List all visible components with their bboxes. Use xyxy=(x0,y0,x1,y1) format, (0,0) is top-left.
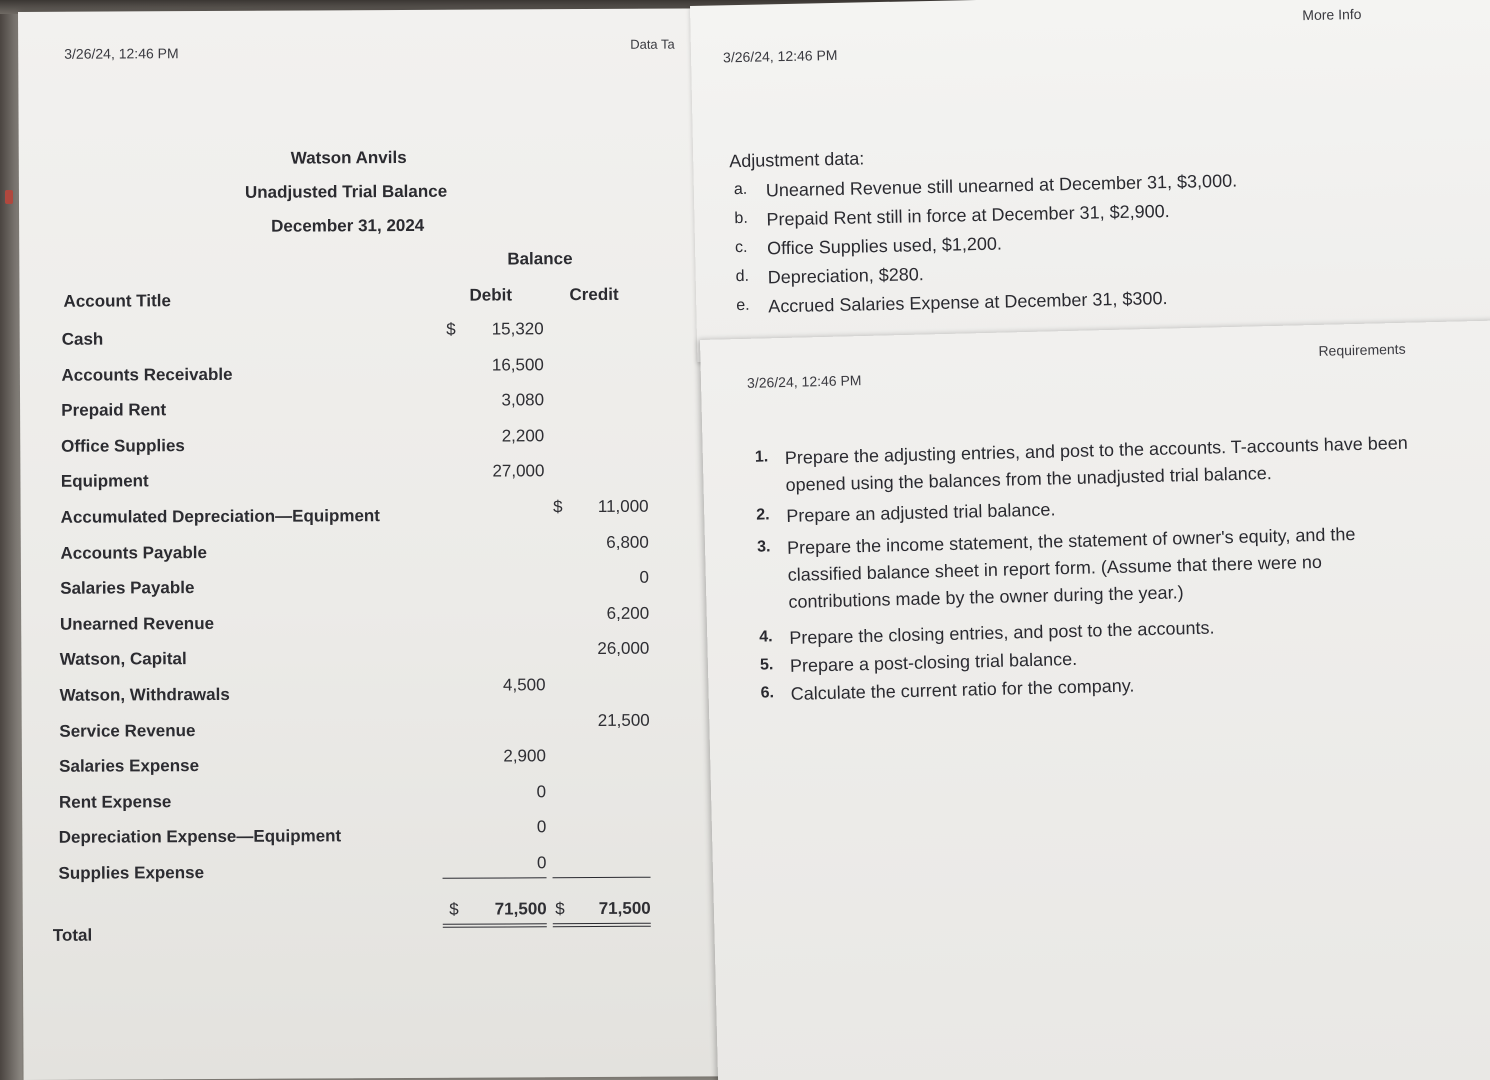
requirement-line: Calculate the current ratio for the company. xyxy=(790,675,1135,704)
requirement-line: opened using the balances from the unadjusted trial balance. xyxy=(785,463,1273,495)
requirements-timestamp: 3/26/24, 12:46 PM xyxy=(746,372,862,391)
adjustment-text: Office Supplies used, $1,200. xyxy=(766,233,1003,259)
balance-label: Balance xyxy=(507,249,573,269)
debit-amount: 15,320 xyxy=(491,319,544,339)
credit-amount: 6,800 xyxy=(606,532,649,552)
debit-amount: 2,200 xyxy=(501,426,545,446)
requirement-line: contributions made by the owner during the year.) xyxy=(788,582,1184,612)
account-title: Salaries Expense xyxy=(59,756,200,776)
account-title: Accounts Receivable xyxy=(61,364,233,385)
account-title: Office Supplies xyxy=(61,435,185,456)
requirement-number: 6. xyxy=(760,684,775,702)
requirement-line: Prepare the closing entries, and post to the accounts. xyxy=(789,617,1215,648)
account-title: Equipment xyxy=(60,471,149,492)
account-title: Accounts Payable xyxy=(60,542,207,563)
adjustment-timestamp: 3/26/24, 12:46 PM xyxy=(722,46,838,66)
credit-amount: 0 xyxy=(639,567,650,587)
requirement-number: 4. xyxy=(759,628,773,646)
trial-balance-page xyxy=(18,8,742,1080)
requirement-line: Prepare an adjusted trial balance. xyxy=(786,499,1056,526)
account-title: Prepaid Rent xyxy=(61,400,167,420)
adjustment-text: Depreciation, $280. xyxy=(767,264,924,288)
statement-title: Unadjusted Trial Balance xyxy=(244,181,448,202)
requirements-title: Requirements xyxy=(1318,340,1406,359)
adjustment-letter: e. xyxy=(736,296,750,315)
total-label: Total xyxy=(52,925,93,945)
debit-amount: 27,000 xyxy=(492,461,545,481)
account-title: Rent Expense xyxy=(58,792,172,812)
credit-amount: 26,000 xyxy=(597,639,650,659)
account-title: Accumulated Depreciation—Equipment xyxy=(60,506,380,527)
adjustment-letter: a. xyxy=(733,180,748,199)
adjustment-title: Adjustment data: xyxy=(729,148,865,172)
account-title: Cash xyxy=(61,329,104,349)
debit-amount: 0 xyxy=(536,817,547,837)
col-credit: Credit xyxy=(569,284,619,305)
credit-amount: 11,000 xyxy=(597,496,649,516)
requirement-line: classified balance sheet in report form. (Assume that there were no xyxy=(787,551,1323,585)
company-name: Watson Anvils xyxy=(290,147,407,168)
adjustment-letter: b. xyxy=(734,209,748,228)
debit-amount: 4,500 xyxy=(502,675,546,695)
requirement-line: Prepare the adjusting entries, and post to the accounts. T-accounts have been xyxy=(784,432,1409,468)
adjustment-text: Prepaid Rent still in force at December 31, $2,900. xyxy=(766,201,1170,230)
requirement-number: 2. xyxy=(756,506,770,524)
requirement-number: 3. xyxy=(756,538,771,556)
requirement-line: Prepare the income statement, the statement of owner's equity, and the xyxy=(786,524,1356,558)
account-title: Watson, Capital xyxy=(59,649,187,670)
total-credit-sign: $ xyxy=(555,899,565,919)
credit-amount: 21,500 xyxy=(597,710,650,730)
total-debit-sign: $ xyxy=(449,899,459,919)
total-debit: 71,500 xyxy=(494,899,547,919)
red-marker xyxy=(5,190,13,204)
debit-amount: 0 xyxy=(536,782,547,802)
requirements-page xyxy=(700,320,1490,1080)
account-title: Watson, Withdrawals xyxy=(59,684,230,705)
col-debit: Debit xyxy=(469,285,513,305)
adjustment-text: Unearned Revenue still unearned at December 31, $3,000. xyxy=(765,170,1238,201)
debit-total-double-rule xyxy=(443,923,547,928)
statement-date: December 31, 2024 xyxy=(271,215,425,236)
adjustment-data-page xyxy=(690,0,1490,362)
debit-amount: 0 xyxy=(536,853,547,873)
credit-total-double-rule xyxy=(553,923,651,928)
adjustment-text: Accrued Salaries Expense at December 31, $300. xyxy=(768,288,1168,317)
more-info-title: More Info xyxy=(1302,5,1362,24)
left-timestamp: 3/26/24, 12:46 PM xyxy=(64,45,179,62)
requirement-number: 5. xyxy=(759,656,774,674)
requirement-number: 1. xyxy=(754,448,769,466)
requirement-line: Prepare a post-closing trial balance. xyxy=(789,648,1078,676)
col-account-title: Account Title xyxy=(63,291,171,311)
data-table-header: Data Ta xyxy=(630,36,675,52)
debit-amount: 16,500 xyxy=(491,354,544,375)
account-title: Salaries Payable xyxy=(60,578,195,598)
account-title: Supplies Expense xyxy=(58,863,205,883)
credit-subtotal-rule xyxy=(553,877,651,879)
debit-amount: 2,900 xyxy=(503,746,546,766)
credit-amount: 6,200 xyxy=(606,603,650,623)
account-title: Unearned Revenue xyxy=(59,613,215,634)
credit-sign: $ xyxy=(553,497,563,517)
account-title: Depreciation Expense—Equipment xyxy=(58,826,342,848)
account-title: Service Revenue xyxy=(59,720,196,741)
adjustment-letter: c. xyxy=(734,238,748,257)
adjustment-letter: d. xyxy=(735,267,750,286)
debit-sign: $ xyxy=(446,319,456,339)
total-credit: 71,500 xyxy=(598,898,651,918)
debit-amount: 3,080 xyxy=(501,390,545,410)
debit-subtotal-rule xyxy=(443,877,547,879)
